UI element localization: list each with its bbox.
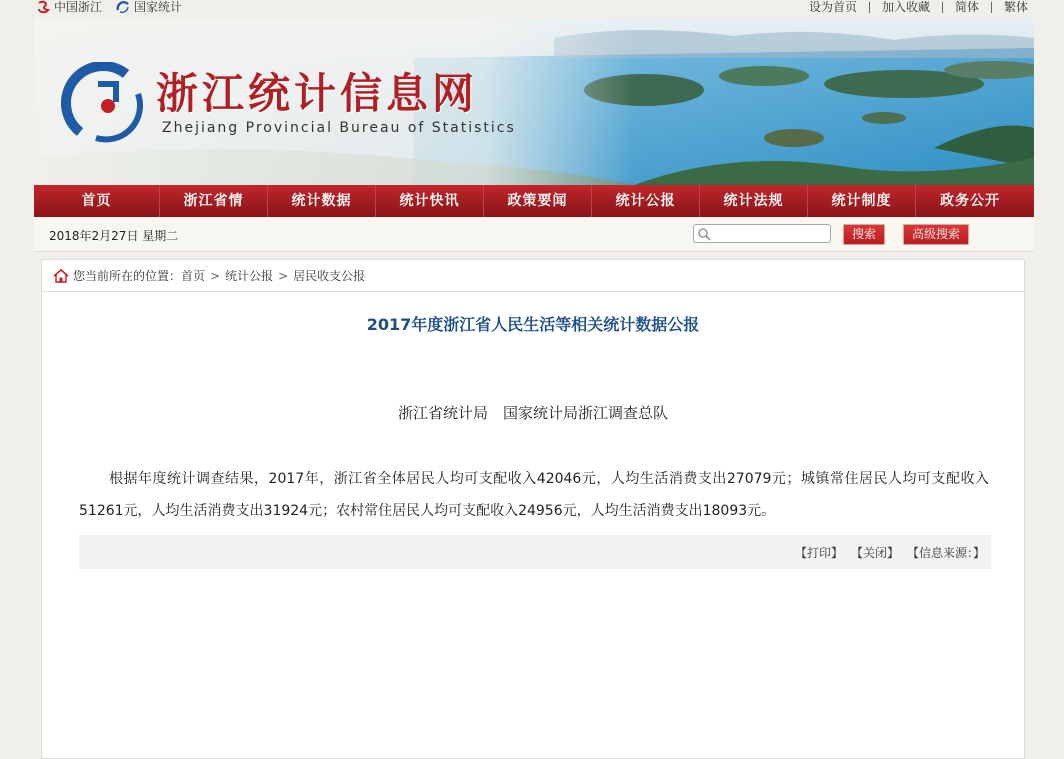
breadcrumb-item-income[interactable]: 居民收支公报 bbox=[293, 269, 366, 283]
breadcrumb bbox=[42, 260, 1024, 292]
article-author: 浙江省统计局 国家统计局浙江调查总队 bbox=[397, 404, 668, 422]
header-banner bbox=[34, 18, 1034, 185]
home-icon[interactable] bbox=[53, 269, 69, 283]
content-panel bbox=[41, 259, 1025, 759]
source-info: 【信息来源：】 bbox=[906, 546, 985, 560]
print-link[interactable]: 【打印】 bbox=[794, 546, 843, 560]
site-title: 浙江统计信息网 bbox=[156, 69, 479, 118]
link-national-stats[interactable] bbox=[116, 0, 182, 14]
nav-statistical-law[interactable]: 统计法规 bbox=[700, 185, 808, 217]
breadcrumb-item-home[interactable]: 首页 bbox=[181, 269, 206, 283]
search-field[interactable] bbox=[693, 224, 831, 243]
zhejiang-logo-icon bbox=[36, 0, 50, 14]
link-zhejiang[interactable] bbox=[36, 0, 102, 14]
simplified-link[interactable]: 简体 bbox=[954, 0, 979, 14]
top-utility-bar bbox=[0, 0, 1064, 16]
nav-statistical-bulletin[interactable]: 统计公报 bbox=[592, 185, 700, 217]
link-national-stats-label: 国家统计 bbox=[134, 0, 183, 14]
article-actions-bar bbox=[79, 535, 991, 569]
nav-government-affairs[interactable]: 政务公开 bbox=[940, 193, 1000, 209]
set-homepage-link[interactable]: 设为首页 bbox=[808, 0, 857, 14]
nav-statistics-data[interactable]: 统计数据 bbox=[268, 185, 376, 217]
stats-logo-icon bbox=[116, 0, 130, 14]
search-input[interactable] bbox=[714, 226, 828, 242]
main-nav bbox=[34, 185, 1034, 217]
search-button[interactable]: 搜索 bbox=[843, 224, 885, 245]
nav-policy-news[interactable]: 政策要闻 bbox=[484, 185, 592, 217]
nav-statistical-system[interactable]: 统计制度 bbox=[808, 185, 916, 217]
link-zhejiang-label: 中国浙江 bbox=[54, 0, 103, 14]
chevron-right-icon: > bbox=[210, 268, 221, 283]
nav-home[interactable]: 首页 bbox=[34, 185, 160, 217]
breadcrumb-item-bulletin[interactable]: 统计公报 bbox=[225, 269, 274, 283]
bureau-logo-icon bbox=[60, 62, 146, 144]
search-icon bbox=[697, 227, 711, 241]
advanced-search-button[interactable]: 高级搜索 bbox=[903, 224, 969, 245]
top-left-links bbox=[36, 0, 182, 14]
current-date: 2018年2月27日 星期二 bbox=[49, 229, 179, 243]
close-link[interactable]: 【关闭】 bbox=[850, 546, 899, 560]
article-title: 2017年度浙江省人民生活等相关统计数据公报 bbox=[366, 315, 700, 334]
chevron-right-icon: > bbox=[278, 268, 289, 283]
site-subtitle: Zhejiang Provincial Bureau of Statistics bbox=[162, 120, 516, 136]
article-body: 根据年度统计调查结果，2017年，浙江省全体居民人均可支配收入42046元，人均生活消费支出27079元；城镇常住居民人均可支配收入51261元，人均生活消费支出31924元；农村常住居民人均可支配收入24956元，人均生活消费支出18093元。 bbox=[79, 471, 989, 519]
breadcrumb-prefix: 您当前所在的位置： bbox=[73, 269, 182, 283]
traditional-link[interactable]: 繁体 bbox=[1003, 0, 1028, 14]
nav-statistics-news[interactable]: 统计快讯 bbox=[376, 185, 484, 217]
add-favorite-link[interactable]: 加入收藏 bbox=[881, 0, 930, 14]
nav-province-info[interactable]: 浙江省情 bbox=[160, 185, 268, 217]
top-right-links bbox=[797, 0, 1028, 14]
search-bar bbox=[34, 217, 1034, 252]
